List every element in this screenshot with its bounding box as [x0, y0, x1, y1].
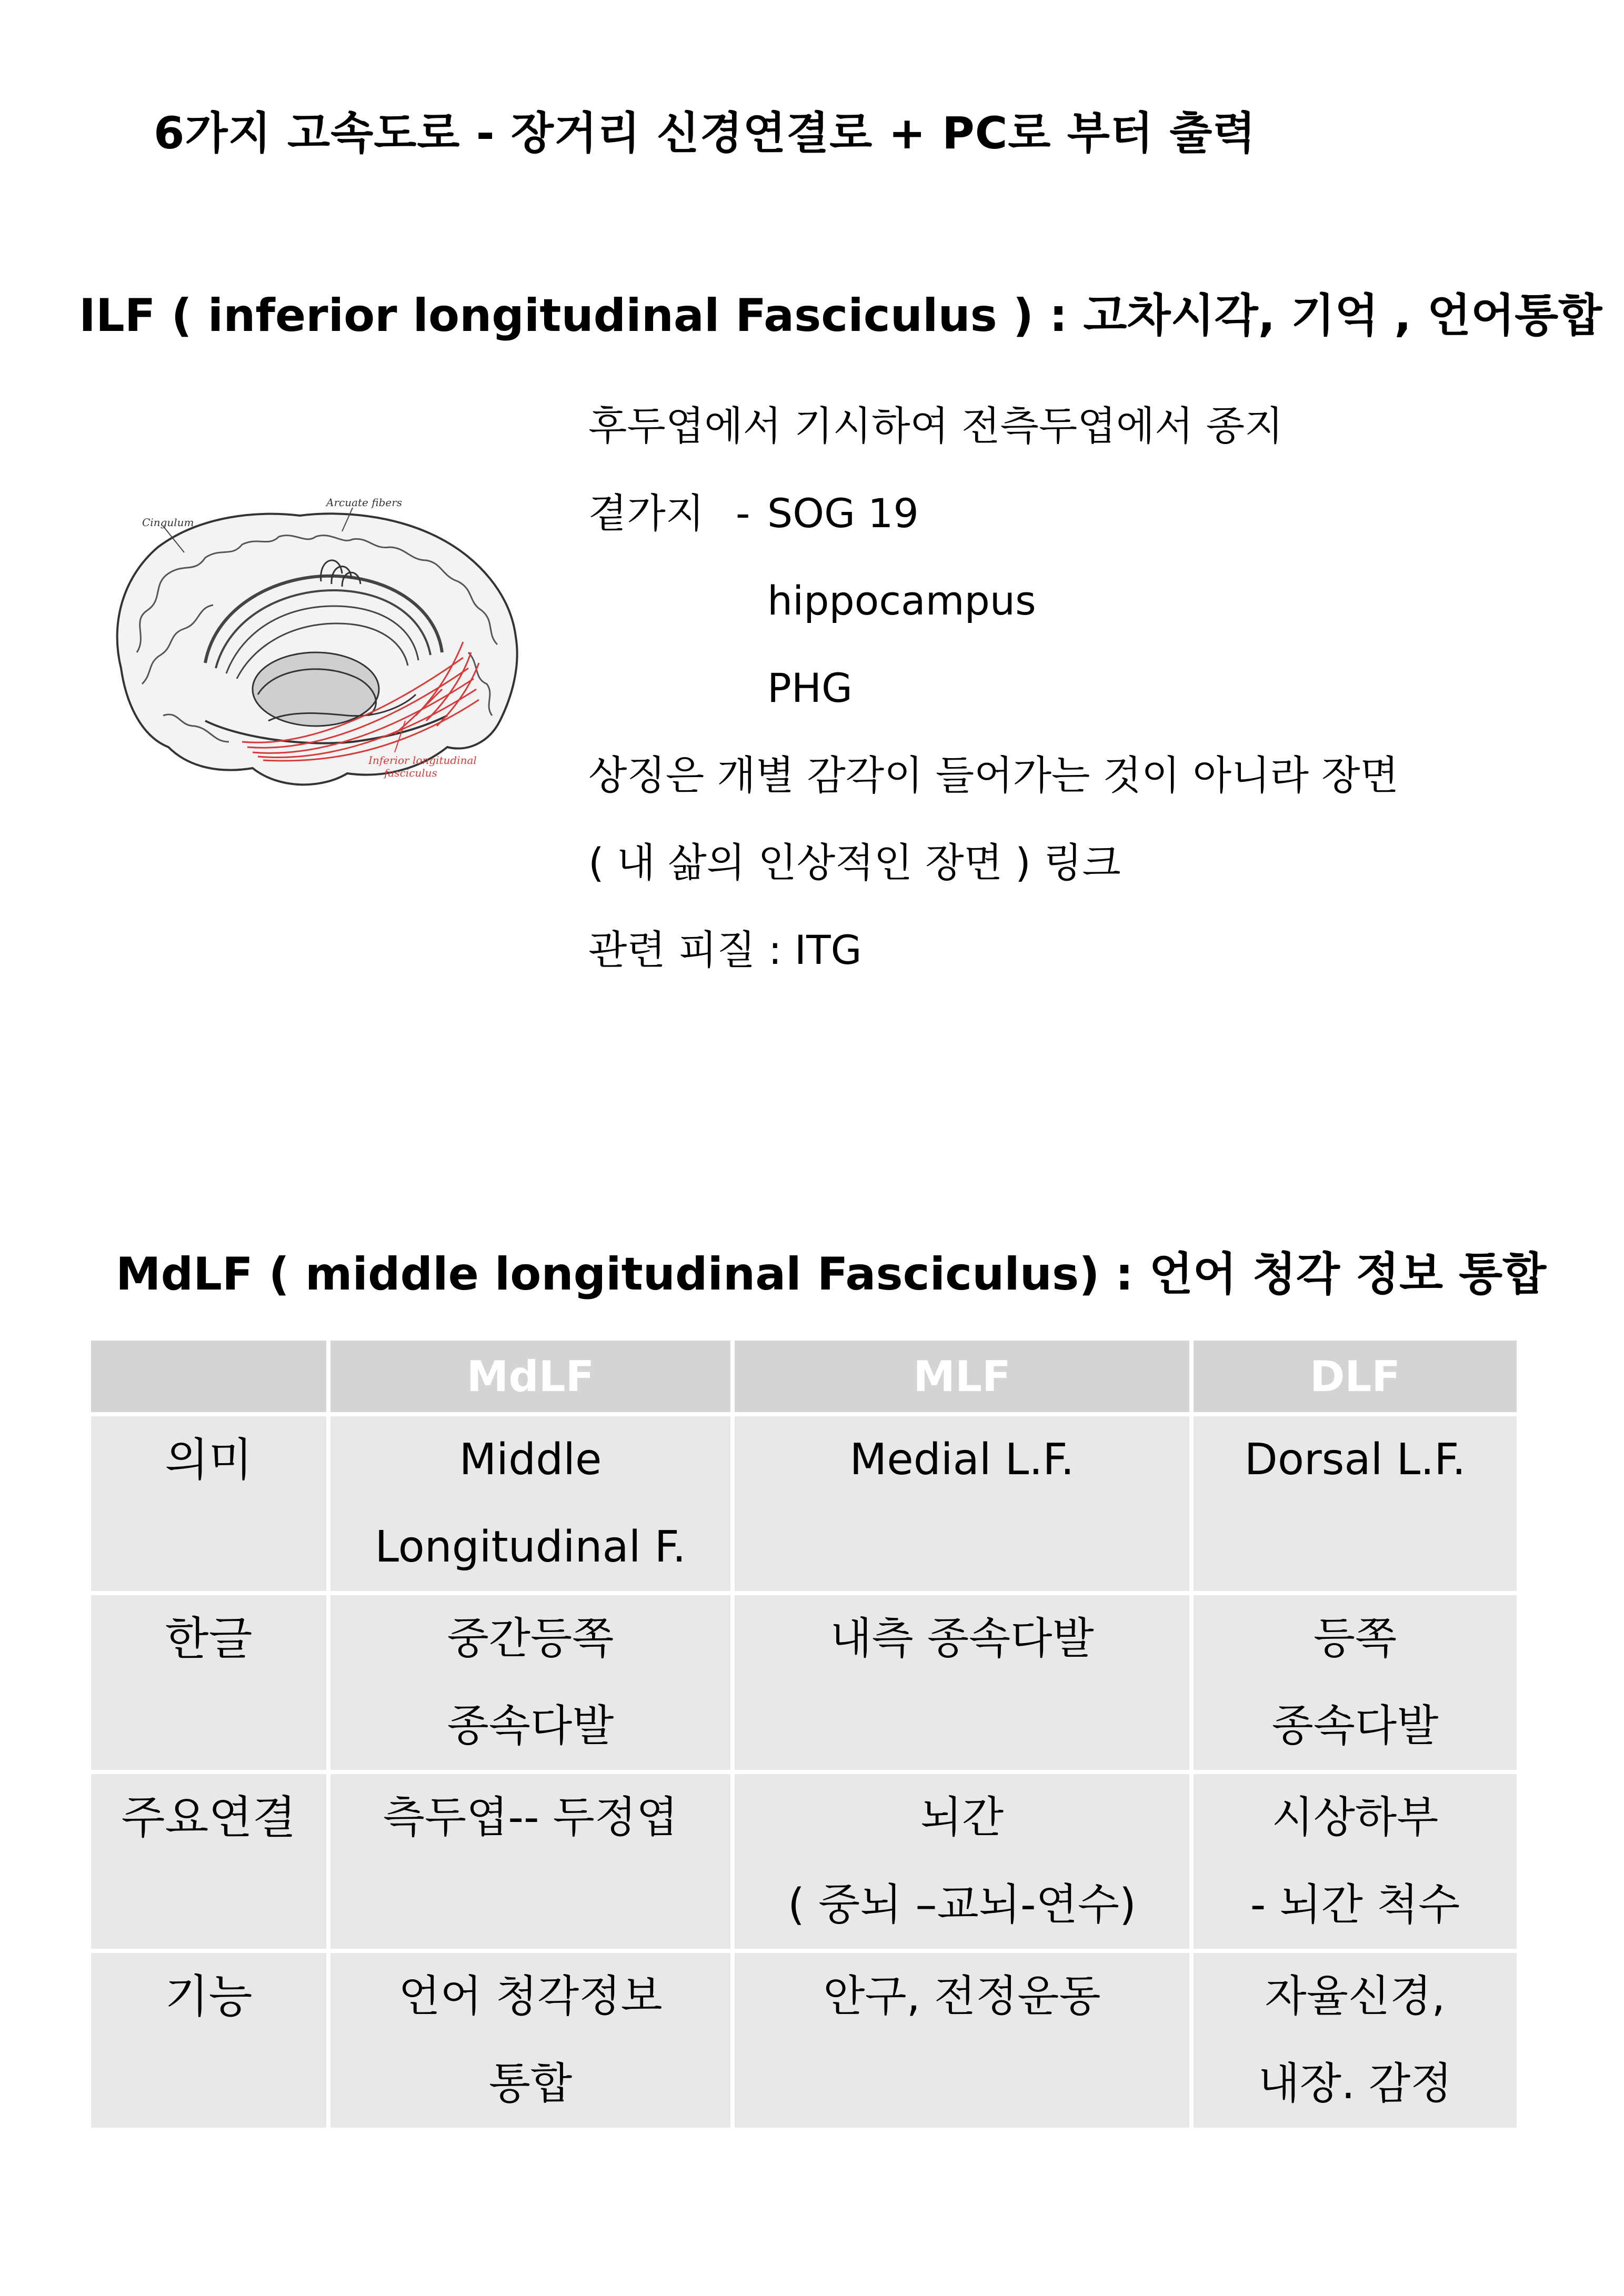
ilf-figure-label-2: fasciculus [384, 767, 437, 779]
page-title: 6가지 고속도로 - 장거리 신경연결로 + PC로 부터 출력 [154, 107, 1256, 159]
cell-meaning-mlf [733, 1414, 1191, 1593]
fasciculus-comparison-table [87, 1336, 1521, 2132]
table-header-mlf: MLF [733, 1338, 1191, 1414]
row-label-meaning: 의미 [89, 1414, 328, 1593]
cell-line: 내장. 감정 [1258, 2059, 1452, 2109]
row-label-korean: 한글 [89, 1593, 328, 1772]
cell-line: 안구, 전정운동 [823, 1971, 1101, 2021]
cell-korean-mdlf [328, 1593, 733, 1772]
ilf-note-cortex: 관련 피질 : ITG [588, 927, 862, 973]
cell-connection-dlf [1191, 1772, 1519, 1951]
table-header-dlf: DLF [1191, 1338, 1519, 1414]
cell-meaning-mdlf [328, 1414, 733, 1593]
cell-line: 언어 청각정보 [398, 1971, 663, 2021]
cell-line: Dorsal L.F. [1244, 1435, 1466, 1485]
branch-dash: - [736, 490, 750, 537]
cell-korean-dlf [1191, 1593, 1519, 1772]
cell-line: 중간등쪽 [447, 1614, 614, 1664]
cell-function-dlf [1191, 1951, 1519, 2130]
cell-line: 측두엽-- 두정엽 [383, 1793, 678, 1842]
cell-function-mlf [733, 1951, 1191, 2130]
ilf-figure-label-1: Inferior longitudinal [368, 754, 477, 767]
row-label-connection: 주요연결 [89, 1772, 328, 1951]
table-header-mdlf: MdLF [328, 1338, 733, 1414]
mdlf-heading: MdLF ( middle longitudinal Fasciculus) : 언어 청각 정보 통합 [116, 1248, 1547, 1301]
branch-item-hippocampus: hippocampus [767, 577, 1036, 624]
ilf-note-scene: ( 내 삶의 인상적인 장면 ) 링크 [588, 839, 1121, 886]
arcuate-fibers-label: Arcuate fibers [326, 496, 403, 509]
table-row [89, 1951, 1519, 2130]
cell-line: 통합 [488, 2059, 573, 2109]
cell-line: ( 중뇌 –교뇌-연수) [788, 1880, 1136, 1930]
ilf-note-symbol: 상징은 개별 감각이 들어가는 것이 아니라 장면 [588, 752, 1399, 799]
table-header-empty [89, 1338, 328, 1414]
cell-function-mdlf [328, 1951, 733, 2130]
cell-line: 시상하부 [1271, 1793, 1439, 1842]
branch-label: 곁가지 [588, 490, 705, 537]
ilf-heading: ILF ( inferior longitudinal Fasciculus ) : 고차시각, 기억 , 언어통합 [79, 289, 1602, 342]
cell-line: 종속다발 [447, 1701, 614, 1751]
cell-line: Medial L.F. [849, 1435, 1075, 1485]
cell-connection-mdlf [328, 1772, 733, 1951]
ilf-notes [588, 397, 1536, 1009]
table-row [89, 1772, 1519, 1951]
table-row [89, 1414, 1519, 1593]
cell-line: Middle [459, 1435, 602, 1485]
cell-line: 자율신경, [1265, 1971, 1446, 2021]
ilf-note-branch [588, 485, 1536, 572]
cell-line: Longitudinal F. [375, 1522, 686, 1572]
branch-item-sog: SOG 19 [767, 490, 919, 537]
cell-korean-mlf [733, 1593, 1191, 1772]
table-header-row [89, 1338, 1519, 1414]
cingulum-label: Cingulum [142, 516, 194, 529]
cell-line: 등쪽 [1313, 1614, 1397, 1664]
cell-line: 뇌간 [920, 1793, 1004, 1842]
cell-line: - 뇌간 척수 [1250, 1880, 1460, 1930]
cell-meaning-dlf [1191, 1414, 1519, 1593]
cell-line: 내측 종속다발 [830, 1614, 1094, 1664]
branch-item-phg: PHG [767, 664, 853, 711]
row-label-function: 기능 [89, 1951, 328, 2130]
ilf-note-origin: 후두엽에서 기시하여 전측두엽에서 종지 [588, 402, 1284, 449]
table-row [89, 1593, 1519, 1772]
cell-connection-mlf [733, 1772, 1191, 1951]
cell-line: 종속다발 [1271, 1701, 1439, 1751]
brain-illustration [100, 495, 537, 800]
